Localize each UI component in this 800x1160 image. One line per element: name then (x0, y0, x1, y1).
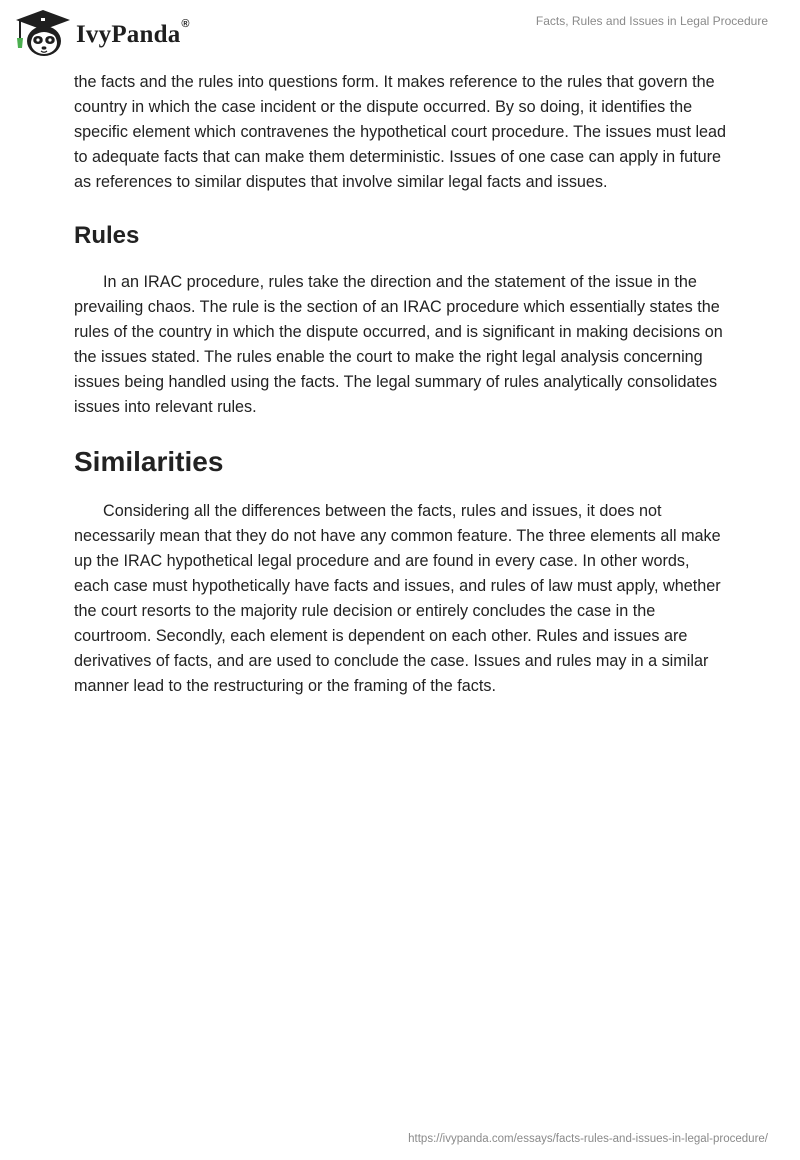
brand-logo[interactable] (14, 8, 190, 60)
rules-paragraph: In an IRAC procedure, rules take the direction and the statement of the issue in the prevailing chaos. The rule is the section of an IRAC procedure which essentially states the rules of the country in which the dispute occurred, and is significant in making decisions on the issues stated. The rules enable the court to make the right legal analysis concerning issues being handled using the facts. The legal summary of rules analytically consolidates issues into relevant rules. (74, 273, 723, 416)
brand-name-text: IvyPanda (76, 21, 181, 48)
rules-heading: Rules (74, 222, 140, 249)
brand-registered-mark: ® (181, 18, 190, 30)
page-header (0, 0, 800, 70)
panda-graduate-icon (14, 8, 72, 60)
document-body (74, 70, 729, 699)
brand-name (76, 18, 190, 49)
source-url-link[interactable]: https://ivypanda.com/essays/facts-rules-and-issues-in-legal-procedure/ (408, 1133, 768, 1145)
similarities-paragraph: Considering all the differences between the facts, rules and issues, it does not necessarily mean that they do not have any common feature. The three elements all make up the IRAC hypothetical legal procedure and are found in every case. In other words, each case must hypothetically have facts and issues, and rules of law must apply, whether the court resorts to the majority rule decision or entirely concludes the case in the courtroom. Secondly, each element is dependent on each other. Rules and issues are derivatives of facts, and are used to conclude the case. Issues and rules may in a similar manner lead to the restructuring or the framing of the facts. (74, 502, 721, 695)
intro-paragraph: the facts and the rules into questions form. It makes reference to the rules that govern the country in which the case incident or the dispute occurred. By so doing, it identifies the specific element which contravenes the hypothetical court procedure. The issues must lead to adequate facts that can make them deterministic. Issues of one case can apply in future as references to similar disputes that involve similar legal facts and issues. (74, 73, 727, 191)
running-title: Facts, Rules and Issues in Legal Procedure (535, 14, 768, 28)
similarities-heading: Similarities (74, 446, 224, 477)
